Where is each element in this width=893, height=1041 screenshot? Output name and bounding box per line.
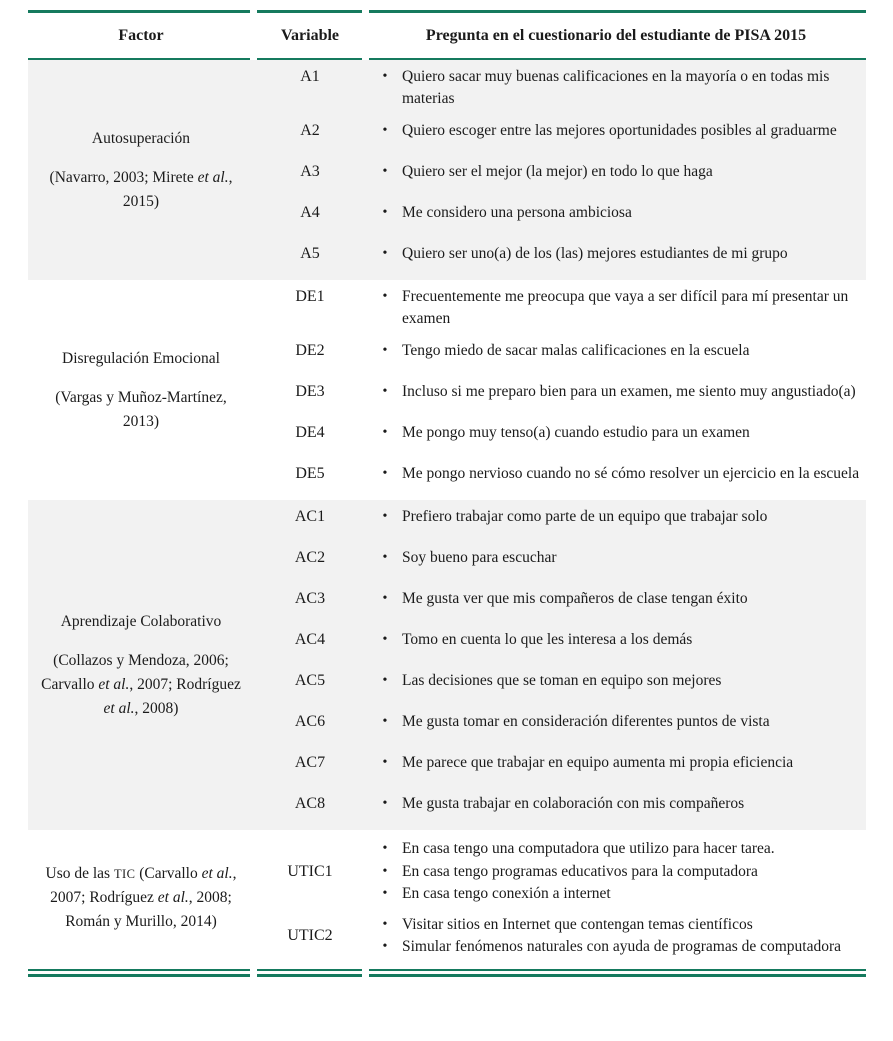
question-text: Quiero sacar muy buenas calificaciones en la mayoría o en todas mis materias	[402, 68, 830, 107]
question-text: Quiero ser el mejor (la mejor) en todo lo que haga	[402, 163, 713, 180]
rule-segment	[257, 974, 362, 977]
bullet-icon: •	[382, 289, 388, 304]
bullet-icon: •	[382, 466, 388, 481]
question-item	[366, 161, 862, 183]
variable-label: UTIC1	[287, 862, 333, 880]
variable-rows	[254, 280, 866, 500]
variable-label: A2	[300, 122, 320, 139]
table-row	[254, 501, 866, 542]
bullet-icon: •	[382, 841, 388, 856]
question-text: Frecuentemente me preocupa que vaya a ser difícil para mí presentar un examen	[402, 288, 849, 327]
factor-text-segment: , 2008)	[134, 699, 179, 717]
bullet-icon: •	[382, 550, 388, 565]
question-text: En casa tengo una computadora que utilizo para hacer tarea.	[402, 840, 775, 857]
factor-text	[40, 649, 242, 721]
rule-segment	[257, 969, 362, 971]
question-text: Tengo miedo de sacar malas calificaciones en la escuela	[402, 342, 750, 359]
question-cell	[366, 793, 866, 815]
question-cell	[366, 629, 866, 651]
question-cell	[366, 914, 866, 959]
factor-cell	[28, 500, 254, 830]
variable-label: AC5	[294, 672, 326, 689]
question-item	[366, 793, 862, 815]
question-text: Las decisiones que se toman en equipo son mejores	[402, 672, 722, 689]
question-cell	[366, 202, 866, 224]
bullet-icon: •	[382, 591, 388, 606]
question-text: En casa tengo programas educativos para la computadora	[402, 862, 758, 880]
question-text: Tomo en cuenta lo que les interesa a los demás	[402, 631, 693, 648]
variable-label: A4	[300, 204, 320, 221]
variable-label: DE2	[295, 342, 325, 359]
factor-text-segment: et al.	[98, 675, 130, 693]
bullet-icon: •	[382, 939, 388, 954]
table-row	[254, 542, 866, 583]
table-bottom-rule-thick	[28, 974, 866, 977]
table-row	[254, 197, 866, 238]
question-cell	[366, 463, 866, 485]
rule-segment	[369, 969, 866, 971]
question-item	[366, 914, 862, 937]
question-item	[366, 286, 862, 330]
question-item	[366, 547, 862, 569]
factor-text-segment: (Navarro, 2003; Mirete	[49, 168, 198, 186]
bullet-icon: •	[382, 123, 388, 138]
table-header-row	[28, 13, 866, 58]
table-row	[254, 115, 866, 156]
factor-text	[40, 386, 242, 434]
table-row	[254, 834, 866, 910]
rule-segment	[369, 974, 866, 977]
variable-label: AC2	[294, 549, 326, 566]
question-item	[366, 506, 862, 528]
variable-label: DE1	[295, 288, 325, 305]
question-cell	[366, 340, 866, 362]
column-header-variable: Variable	[280, 26, 340, 44]
question-cell	[366, 752, 866, 774]
table-row	[254, 238, 866, 279]
table-bottom-rules	[28, 969, 866, 977]
bullet-icon: •	[382, 755, 388, 770]
bullet-icon: •	[382, 343, 388, 358]
question-text: Me gusta ver que mis compañeros de clase tengan éxito	[402, 590, 748, 607]
factor-text-segment: Autosuperación	[91, 129, 191, 147]
question-text: Me pongo nervioso cuando no sé cómo resolver un ejercicio en la escuela	[402, 465, 860, 482]
question-text: Me gusta tomar en consideración diferentes puntos de vista	[402, 713, 770, 730]
factor-text-segment: et al.	[103, 699, 135, 717]
factor-text	[40, 166, 242, 214]
bullet-icon: •	[382, 425, 388, 440]
rule-segment	[28, 974, 250, 977]
question-cell	[366, 711, 866, 733]
bullet-icon: •	[382, 69, 388, 84]
table-row	[254, 417, 866, 458]
rule-segment	[28, 969, 250, 971]
question-cell	[366, 670, 866, 692]
factor-text-segment: et al.	[157, 889, 189, 907]
variable-label: AC7	[294, 754, 326, 771]
variable-label: A3	[300, 163, 320, 180]
factor-text-segment: , 2008; Román y Murillo, 2014)	[65, 889, 232, 931]
question-cell	[366, 506, 866, 528]
table-row	[254, 335, 866, 376]
question-item	[366, 711, 862, 733]
question-text: Me pongo muy tenso(a) cuando estudio para un examen	[402, 424, 750, 441]
factor-text-segment: et al.	[197, 168, 229, 186]
variable-label: DE4	[295, 424, 325, 441]
question-text: Me parece que trabajar en equipo aumenta mi propia eficiencia	[402, 754, 794, 771]
variable-label: UTIC2	[287, 927, 333, 944]
factor-group	[28, 280, 866, 500]
variable-label: A5	[300, 245, 320, 262]
table-top-rule	[28, 10, 866, 13]
factor-group	[28, 500, 866, 830]
question-item	[366, 381, 862, 403]
question-item	[366, 629, 862, 651]
question-item	[366, 838, 862, 861]
table-row	[254, 910, 866, 963]
table-row	[254, 61, 866, 115]
factor-text-segment: , 2007; Rodríguez	[129, 675, 241, 693]
factor-text-segment: (Vargas y Muñoz-Martínez, 2013)	[55, 388, 227, 430]
question-item	[366, 243, 862, 265]
variable-label: DE3	[295, 383, 325, 400]
question-cell	[366, 547, 866, 569]
question-item	[366, 66, 862, 110]
bullet-icon: •	[382, 714, 388, 729]
bullet-icon: •	[382, 673, 388, 688]
bullet-icon: •	[382, 164, 388, 179]
variable-label: AC6	[294, 713, 326, 730]
bullet-icon: •	[382, 886, 388, 901]
question-text: Me gusta trabajar en colaboración con mis compañeros	[402, 795, 745, 812]
question-text: Visitar sitios en Internet que contengan temas científicos	[402, 915, 753, 933]
question-text: Quiero ser uno(a) de los (las) mejores estudiantes de mi grupo	[402, 245, 788, 262]
bullet-icon: •	[382, 246, 388, 261]
question-text: Quiero escoger entre las mejores oportunidades posibles al graduarme	[402, 122, 837, 139]
factor-text	[40, 610, 242, 634]
table-row	[254, 156, 866, 197]
table-row	[254, 458, 866, 499]
question-item	[366, 861, 862, 884]
bullet-icon: •	[382, 384, 388, 399]
column-header-question: Pregunta en el cuestionario del estudiante de PISA 2015	[425, 26, 807, 44]
variable-label: A1	[300, 68, 320, 85]
question-text: En casa tengo conexión a internet	[402, 885, 611, 902]
question-item	[366, 936, 862, 959]
bullet-icon: •	[382, 916, 388, 932]
rule-segment	[28, 10, 250, 13]
table-row	[254, 747, 866, 788]
question-cell	[366, 381, 866, 403]
factor-text-segment: , 2015)	[122, 168, 233, 210]
question-cell	[366, 838, 866, 906]
table-body	[28, 60, 866, 967]
factor-text-segment: (Collazos y Mendoza, 2006; Carvallo	[41, 651, 229, 693]
factor-cell	[28, 280, 254, 500]
factor-text	[40, 347, 242, 371]
variable-rows	[254, 830, 866, 967]
question-cell	[366, 66, 866, 110]
variable-label: AC1	[294, 508, 326, 525]
question-item	[366, 670, 862, 692]
factor-cell	[28, 830, 254, 967]
question-item	[366, 588, 862, 610]
question-text: Incluso si me preparo bien para un examen, me siento muy angustiado(a)	[402, 383, 856, 400]
bullet-icon: •	[382, 796, 388, 811]
table-row	[254, 788, 866, 829]
factor-group	[28, 830, 866, 967]
question-item	[366, 883, 862, 906]
table-row	[254, 583, 866, 624]
factor-text-segment: Aprendizaje Colaborativo	[60, 612, 222, 630]
bullet-icon: •	[382, 509, 388, 524]
factor-text-segment: et al.	[201, 865, 233, 883]
question-cell	[366, 161, 866, 183]
table-bottom-rule-thin	[28, 969, 866, 971]
table-row	[254, 706, 866, 747]
factor-text-segment: , 2007; Rodríguez	[50, 865, 237, 907]
question-item	[366, 463, 862, 485]
question-item	[366, 422, 862, 444]
variable-label: AC8	[294, 795, 326, 812]
factor-text-segment: Uso de las	[45, 865, 114, 883]
bullet-icon: •	[382, 863, 388, 879]
factor-group	[28, 60, 866, 280]
variable-label: AC4	[294, 631, 326, 648]
table-row	[254, 665, 866, 706]
variable-label: AC3	[294, 590, 326, 607]
table-row	[254, 376, 866, 417]
question-cell	[366, 120, 866, 142]
question-item	[366, 752, 862, 774]
variable-rows	[254, 60, 866, 280]
question-cell	[366, 286, 866, 330]
rule-segment	[369, 10, 866, 13]
question-item	[366, 340, 862, 362]
factor-text-segment: Disregulación Emocional	[62, 349, 220, 367]
bullet-icon: •	[382, 632, 388, 647]
factor-text	[40, 862, 242, 934]
factor-text-segment: TIC	[113, 867, 136, 882]
variable-rows	[254, 500, 866, 830]
rule-segment	[257, 10, 362, 13]
question-cell	[366, 243, 866, 265]
question-item	[366, 120, 862, 142]
variable-label: DE5	[295, 465, 325, 482]
question-cell	[366, 422, 866, 444]
question-text: Simular fenómenos naturales con ayuda de programas de computadora	[402, 938, 842, 955]
table-row	[254, 281, 866, 335]
bullet-icon: •	[382, 205, 388, 220]
question-text: Me considero una persona ambiciosa	[402, 204, 632, 221]
table-row	[254, 624, 866, 665]
factor-text-segment: (Carvallo	[135, 865, 202, 883]
factor-cell	[28, 60, 254, 280]
factor-text	[40, 127, 242, 151]
question-text: Prefiero trabajar como parte de un equipo que trabajar solo	[402, 508, 768, 525]
question-item	[366, 202, 862, 224]
column-header-factor: Factor	[118, 26, 164, 44]
question-cell	[366, 588, 866, 610]
question-text: Soy bueno para escuchar	[402, 549, 557, 566]
